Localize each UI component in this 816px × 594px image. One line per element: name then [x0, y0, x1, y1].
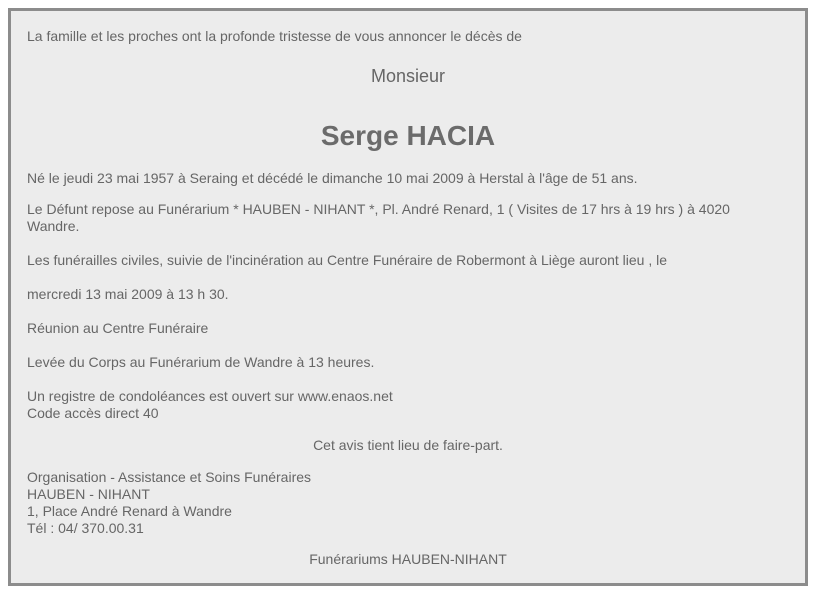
- levee-text: Levée du Corps au Funérarium de Wandre à 13 heures.: [27, 354, 375, 370]
- funeral-date: mercredi 13 mai 2009 à 13 h 30.: [27, 286, 229, 302]
- funeral-text: Les funérailles civiles, suivie de l'incinération au Centre Funéraire de Robermont à Liège auront lieu , le: [27, 252, 668, 268]
- access-code-text: Code accès direct 40: [27, 405, 159, 421]
- birth-death-text: Né le jeudi 23 mai 1957 à Seraing et décédé le dimanche 10 mai 2009 à Herstal à l'âge de 51 ans.: [27, 170, 638, 186]
- meeting-text: Réunion au Centre Funéraire: [27, 320, 209, 336]
- deceased-name: Serge HACIA: [320, 120, 496, 151]
- organisation-phone: Tél : 04/ 370.00.31: [27, 520, 144, 536]
- organisation-name: HAUBEN - NIHANT: [27, 486, 150, 502]
- intro-text: La famille et les proches ont la profonde tristesse de vous annoncer le décès de: [27, 28, 522, 44]
- death-notice-frame: [8, 8, 808, 586]
- honorific: Monsieur: [370, 66, 446, 86]
- registry-text: Un registre de condoléances est ouvert sur www.enaos.net: [27, 388, 393, 404]
- organisation-title: Organisation - Assistance et Soins Funéraires: [27, 469, 312, 485]
- signature: Funérariums HAUBEN-NIHANT: [309, 551, 507, 567]
- organisation-address: 1, Place André Renard à Wandre: [27, 503, 232, 519]
- faire-part-text: Cet avis tient lieu de faire-part.: [313, 437, 503, 453]
- repose-text: Le Défunt repose au Funérarium * HAUBEN - NIHANT *, Pl. André Renard, 1 ( Visites de 17 hrs à 19 hrs ) à 4020 Wandre.: [27, 201, 730, 234]
